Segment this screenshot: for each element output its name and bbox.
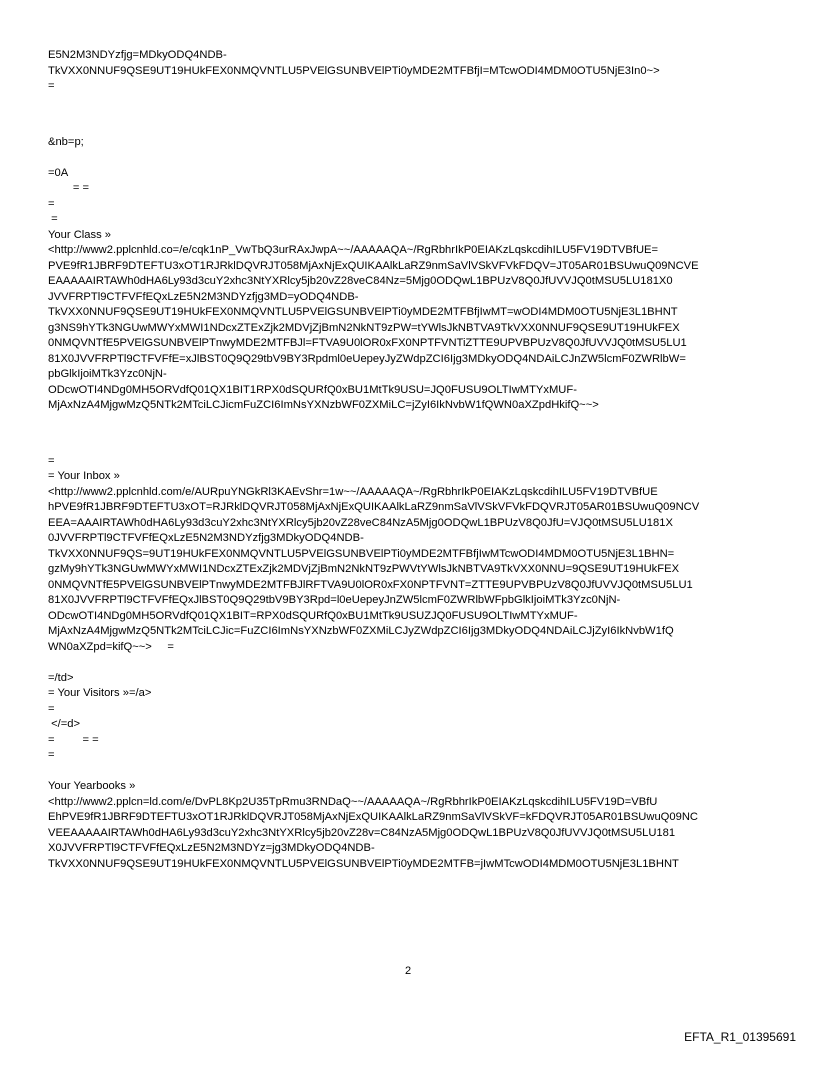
encoded-line: =0A: [48, 166, 69, 179]
encoded-line: =: [48, 213, 58, 225]
encoded-line: = =: [48, 182, 90, 194]
url-line: MjAxNzA4MjgwMzQ5NTk2MTciLCJicmFuZCI6ImNsYXNzbWF0ZXMiLC=jZyI6IkNvbW1fQWN0aXZpdHkifQ~~>: [48, 399, 599, 411]
url-line: hPVE9fR1JBRF9DTEFTU3xOT=RJRklDQVRJT058MjAxNjExQUIKAAlkLaRZ9nmSaVlVSkVFVkFDQVRJT05AR01BSUwuQ09NCV: [48, 501, 700, 513]
your-inbox-heading: = Your Inbox »: [48, 470, 120, 482]
url-line: EhPVE9fR1JBRF9DTEFTU3xOT1RJRklDQVRJT058MjAxNjExQUIKAAlkLaRZ9nmSaVlVSkVF=kFDQVRJT05AR01BSUwuQ09NC: [48, 811, 698, 823]
your-class-link[interactable]: [48, 243, 778, 414]
url-line: JVVFRPTl9CTFVFfEQxLzE5N2M3NDYzfjg3MD=yODQ4NDB-: [48, 290, 359, 303]
encoded-line: =: [48, 80, 55, 92]
encoded-line: =: [48, 454, 55, 467]
url-line: X0JVVFRPTl9CTFVFfEQxLzE5N2M3NDYz=jg3MDkyODQ4NDB-: [48, 842, 375, 854]
url-line: EAAAAAIRTAWh0dHA6Ly93d3cuY2xhc3NtYXRlcy5jb20vZ28veC84Nz=5Mjg0ODQwL1BPUzV8Q0JfUVVJQ0tMSU5LU181X0: [48, 275, 673, 287]
your-inbox-link[interactable]: [48, 485, 778, 656]
url-line: MjAxNzA4MjgwMzQ5NTk2MTciLCJic=FuZCI6ImNsYXNzbWF0ZXMiLCJyZWdpZCI6Ijg3MDkyODQ4NDAiLCJjZyI6IkNvbW1fQ: [48, 625, 674, 637]
url-line: ODcwOTI4NDg0MH5ORVdfQ01QX1BIT1RPX0dSQURfQ0xBU1MtTk9USU=JQ0FUSU9OLTIwMTYxMUF-: [48, 383, 577, 396]
url-line: TkVXX0NNUF9QSE9UT19HUkFEX0NMQVNTLU5PVElGSUNBVElPTi0yMDE2MTFBfjIwMT=wODI4MDM0OTU5NjE3L1BHNT: [48, 306, 678, 318]
your-visitors-link[interactable]: = Your Visitors »=/a>: [48, 687, 152, 699]
encoded-line: </=d>: [48, 718, 81, 730]
url-line: <http://www2.pplcnhld.com/e/AURpuYNGkRl3KAEvShr=1w~~/AAAAAQA~/RgRbhrIkP0EIAKzLqskcdihILU5FV19DTVBfUE: [48, 485, 658, 498]
url-line: pbGlkIjoiMTk3Yzc0NjN-: [48, 368, 167, 380]
url-line: PVE9fR1JBRF9DTEFTU3xOT1RJRklDQVRJT058MjAxNjExQUIKAAlkLaRZ9nmSaVlVSkVFVkFDQV=JT05AR01BSUwuQ09NCVE: [48, 259, 699, 272]
encoded-line: =/td>: [48, 671, 74, 684]
url-line: 0NMQVNTfE5PVElGSUNBVElPTnwyMDE2MTFBJlRFTVA9U0lOR0xFX0NPTFVNT=ZTTE9UPVBPUzV8Q0JfUVVJQ0tMSU5LU1: [48, 578, 693, 591]
encoded-line: &nb=p;: [48, 135, 84, 148]
url-line: g3NS9hYTk3NGUwMWYxMWI1NDcxZTExZjk2MDVjZjBmN2NkNT9zPW=tYWlsJkNBTVA9TkVXX0NNUF9QSE9UT19HUkFEX: [48, 321, 680, 334]
encoded-line: = = =: [48, 733, 99, 746]
url-line: EEA=AAAIRTAWh0dHA6Ly93d3cuY2xhc3NtYXRlcy5jb20vZ28veC84NzA5Mjg0ODQwL1BPUzV8Q0JfU=VJQ0tMSU5LU181X: [48, 516, 673, 529]
url-line: 81X0JVVFRPTl9CTFVFfEQxJlBST0Q9Q29tbV9BY3Rpd=l0eUepeyJnZW5lcmF0ZWRlbWFpbGlkIjoiMTk3Yzc0NjN-: [48, 594, 621, 606]
encoded-line: =: [48, 197, 55, 210]
encoded-line: TkVXX0NNUF9QSE9UT19HUkFEX0NMQVNTLU5PVElGSUNBVElPTi0yMDE2MTFBfjI=MTcwODI4MDM0OTU5NjE3In0~>: [48, 64, 660, 77]
your-yearbooks-link[interactable]: [48, 795, 778, 873]
url-line: TkVXX0NNUF9QSE9UT19HUkFEX0NMQVNTLU5PVElGSUNBVElPTi0yMDE2MTFB=jIwMTcwODI4MDM0OTU5NjE3L1BHNT: [48, 857, 679, 870]
url-line: gzMy9hYTk3NGUwMWYxMWI1NDcxZTExZjk2MDVjZjBmN2NkNT9zPWVtYWlsJkNBTVA9TkVXX0NNU=9QSE9UT19HUkFEX: [48, 563, 680, 575]
url-line: ODcwOTI4NDg0MH5ORVdfQ01QX1BIT=RPX0dSQURfQ0xBU1MtTk9USUZJQ0FUSU9OLTIwMTYxMUF-: [48, 609, 578, 622]
url-line: 0JVVFRPTl9CTFVFfEQxLzE5N2M3NDYzfjg3MDkyODQ4NDB-: [48, 532, 364, 544]
url-line: 0NMQVNTfE5PVElGSUNBVElPTnwyMDE2MTFBJl=FTVA9U0lOR0xFX0NPTFVNTiZTTE9UPVBPUzV8Q0JfUVVJQ0tMSU5LU1: [48, 337, 687, 349]
url-line: 81X0JVVFRPTl9CTFVFfE=xJlBST0Q9Q29tbV9BY3Rpdml0eUepeyJyZWdpZCI6Ijg3MDkyODQ4NDAiLCJnZW5lcmF0ZWRlbW=: [48, 352, 686, 365]
encoded-line: =: [48, 702, 55, 715]
your-class-heading: Your Class »: [48, 228, 112, 241]
your-yearbooks-heading: Your Yearbooks »: [48, 780, 136, 792]
url-line: VEEAAAAAIRTAWh0dHA6Ly93d3cuY2xhc3NtYXRlcy5jb20vZ28v=C84NzA5Mjg0ODQwL1BPUzV8Q0JfUVVJQ0tMSU5LU181: [48, 826, 676, 839]
page-number: 2: [404, 965, 412, 977]
encoded-line: E5N2M3NDYzfjg=MDkyODQ4NDB-: [48, 49, 227, 61]
url-line: <http://www2.pplcnhld.co=/e/cqk1nP_VwTbQ3urRAxJwpA~~/AAAAAQA~/RgRbhrIkP0EIAKzLqskcdihILU5FV19DTVBfUE=: [48, 244, 659, 256]
encoded-line: =: [48, 749, 55, 761]
url-line: WN0aXZpd=kifQ~~> =: [48, 640, 174, 653]
url-line: TkVXX0NNUF9QS=9UT19HUkFEX0NMQVNTLU5PVElGSUNBVElPTi0yMDE2MTFBfjIwMTcwODI4MDM0OTU5NjE3L1BHN=: [48, 547, 675, 560]
url-line: <http://www2.pplcn=ld.com/e/DvPL8Kp2U35TpRmu3RNDaQ~~/AAAAAQA~/RgRbhrIkP0EIAKzLqskcdihILU5FV19D=VBfU: [48, 795, 658, 808]
bates-number: EFTA_R1_01395691: [684, 1030, 796, 1044]
email-body: [48, 48, 778, 872]
